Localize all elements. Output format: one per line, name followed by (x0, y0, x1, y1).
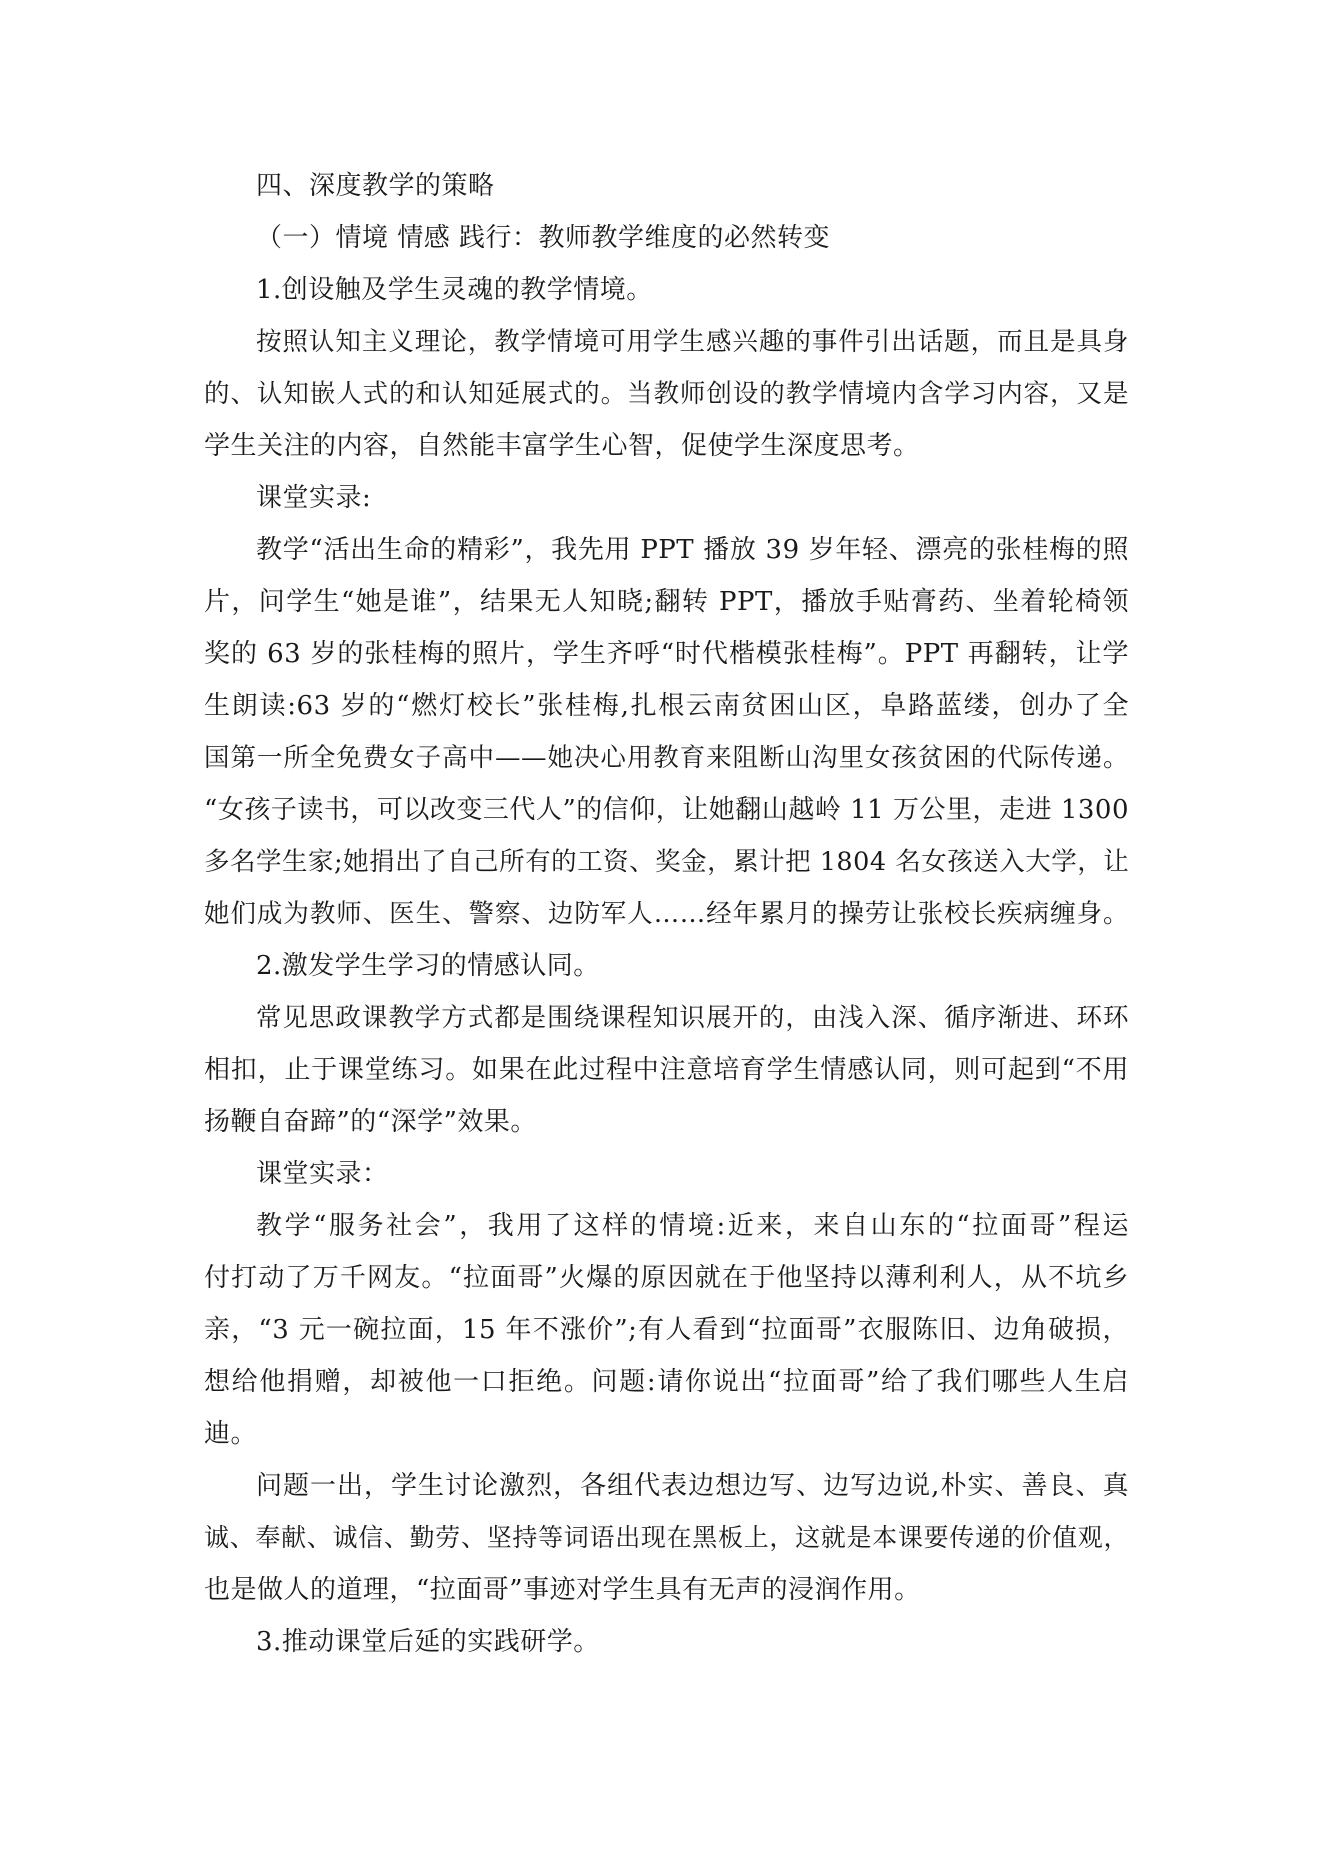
item-heading-1: 1.创设触及学生灵魂的教学情境。 (256, 275, 653, 305)
paragraph-line: 也是做人的道理，“拉面哥”事迹对学生具有无声的浸润作用。 (204, 1575, 921, 1605)
paragraph-line: 常见思政课教学方式都是围绕课程知识展开的，由浅入深、循序渐进、环环 (256, 1003, 1129, 1033)
paragraph-line: 国第一所全免费女子高中——她决心用教育来阻断山沟里女孩贫困的代际传递。 (204, 743, 1129, 773)
item-heading-3: 3.推动课堂后延的实践研学。 (256, 1627, 600, 1657)
paragraph-line: 教学“活出生命的精彩”，我先用 PPT 播放 39 岁年轻、漂亮的张桂梅的照 (256, 535, 1129, 565)
paragraph-line: “女孩子读书，可以改变三代人”的信仰，让她翻山越岭 11 万公里，走进 1300 (204, 795, 1129, 825)
paragraph-line: 片，问学生“她是谁”，结果无人知晓;翻转 PPT，播放手贴膏药、坐着轮椅领 (204, 587, 1129, 617)
subsection-heading: （一）情境 情感 践行：教师教学维度的必然转变 (256, 223, 831, 253)
paragraph-line: 生朗读:63 岁的“燃灯校长”张桂梅,扎根云南贫困山区，阜路蓝缕，创办了全 (204, 691, 1129, 721)
paragraph-line: 付打动了万千网友。“拉面哥”火爆的原因就在于他坚持以薄利利人，从不坑乡 (204, 1263, 1129, 1293)
record-label: 课堂实录： (256, 1159, 389, 1189)
paragraph-line: 她们成为教师、医生、警察、边防军人……经年累月的操劳让张校长疾病缠身。 (204, 899, 1129, 929)
section-heading: 四、深度教学的策略 (256, 171, 495, 201)
paragraph-line: 扬鞭自奋蹄”的“深学”效果。 (204, 1107, 537, 1137)
paragraph-line: 教学“服务社会”，我用了这样的情境:近来，来自山东的“拉面哥”程运 (256, 1211, 1129, 1241)
paragraph-line: 迪。 (204, 1419, 258, 1449)
paragraph-line: 亲，“3 元一碗拉面，15 年不涨价”;有人看到“拉面哥”衣服陈旧、边角破损， (204, 1315, 1129, 1345)
paragraph-line: 问题一出，学生讨论激烈，各组代表边想边写、边写边说,朴实、善良、真 (256, 1471, 1129, 1501)
paragraph-line: 奖的 63 岁的张桂梅的照片，学生齐呼“时代楷模张桂梅”。PPT 再翻转，让学 (204, 639, 1129, 669)
paragraph-line: 多名学生家;她捐出了自己所有的工资、奖金，累计把 1804 名女孩送入大学，让 (204, 847, 1130, 877)
paragraph-line: 诚、奉献、诚信、勤劳、坚持等词语出现在黑板上，这就是本课要传递的价值观， (204, 1523, 1129, 1552)
paragraph-line: 的、认知嵌人式的和认知延展式的。当教师创设的教学情境内含学习内容，又是 (204, 379, 1129, 409)
paragraph-line: 想给他捐赠，却被他一口拒绝。问题:请你说出“拉面哥”给了我们哪些人生启 (204, 1367, 1129, 1397)
record-label: 课堂实录: (256, 483, 372, 513)
paragraph-line: 学生关注的内容，自然能丰富学生心智，促使学生深度思考。 (204, 431, 920, 461)
paragraph-line: 相扣，止于课堂练习。如果在此过程中注意培育学生情感认同，则可起到“不用 (204, 1055, 1129, 1085)
document-body (204, 160, 1129, 1668)
item-heading-2: 2.激发学生学习的情感认同。 (256, 951, 600, 981)
paragraph-line: 按照认知主义理论，教学情境可用学生感兴趣的事件引出话题，而且是具身 (256, 327, 1129, 357)
